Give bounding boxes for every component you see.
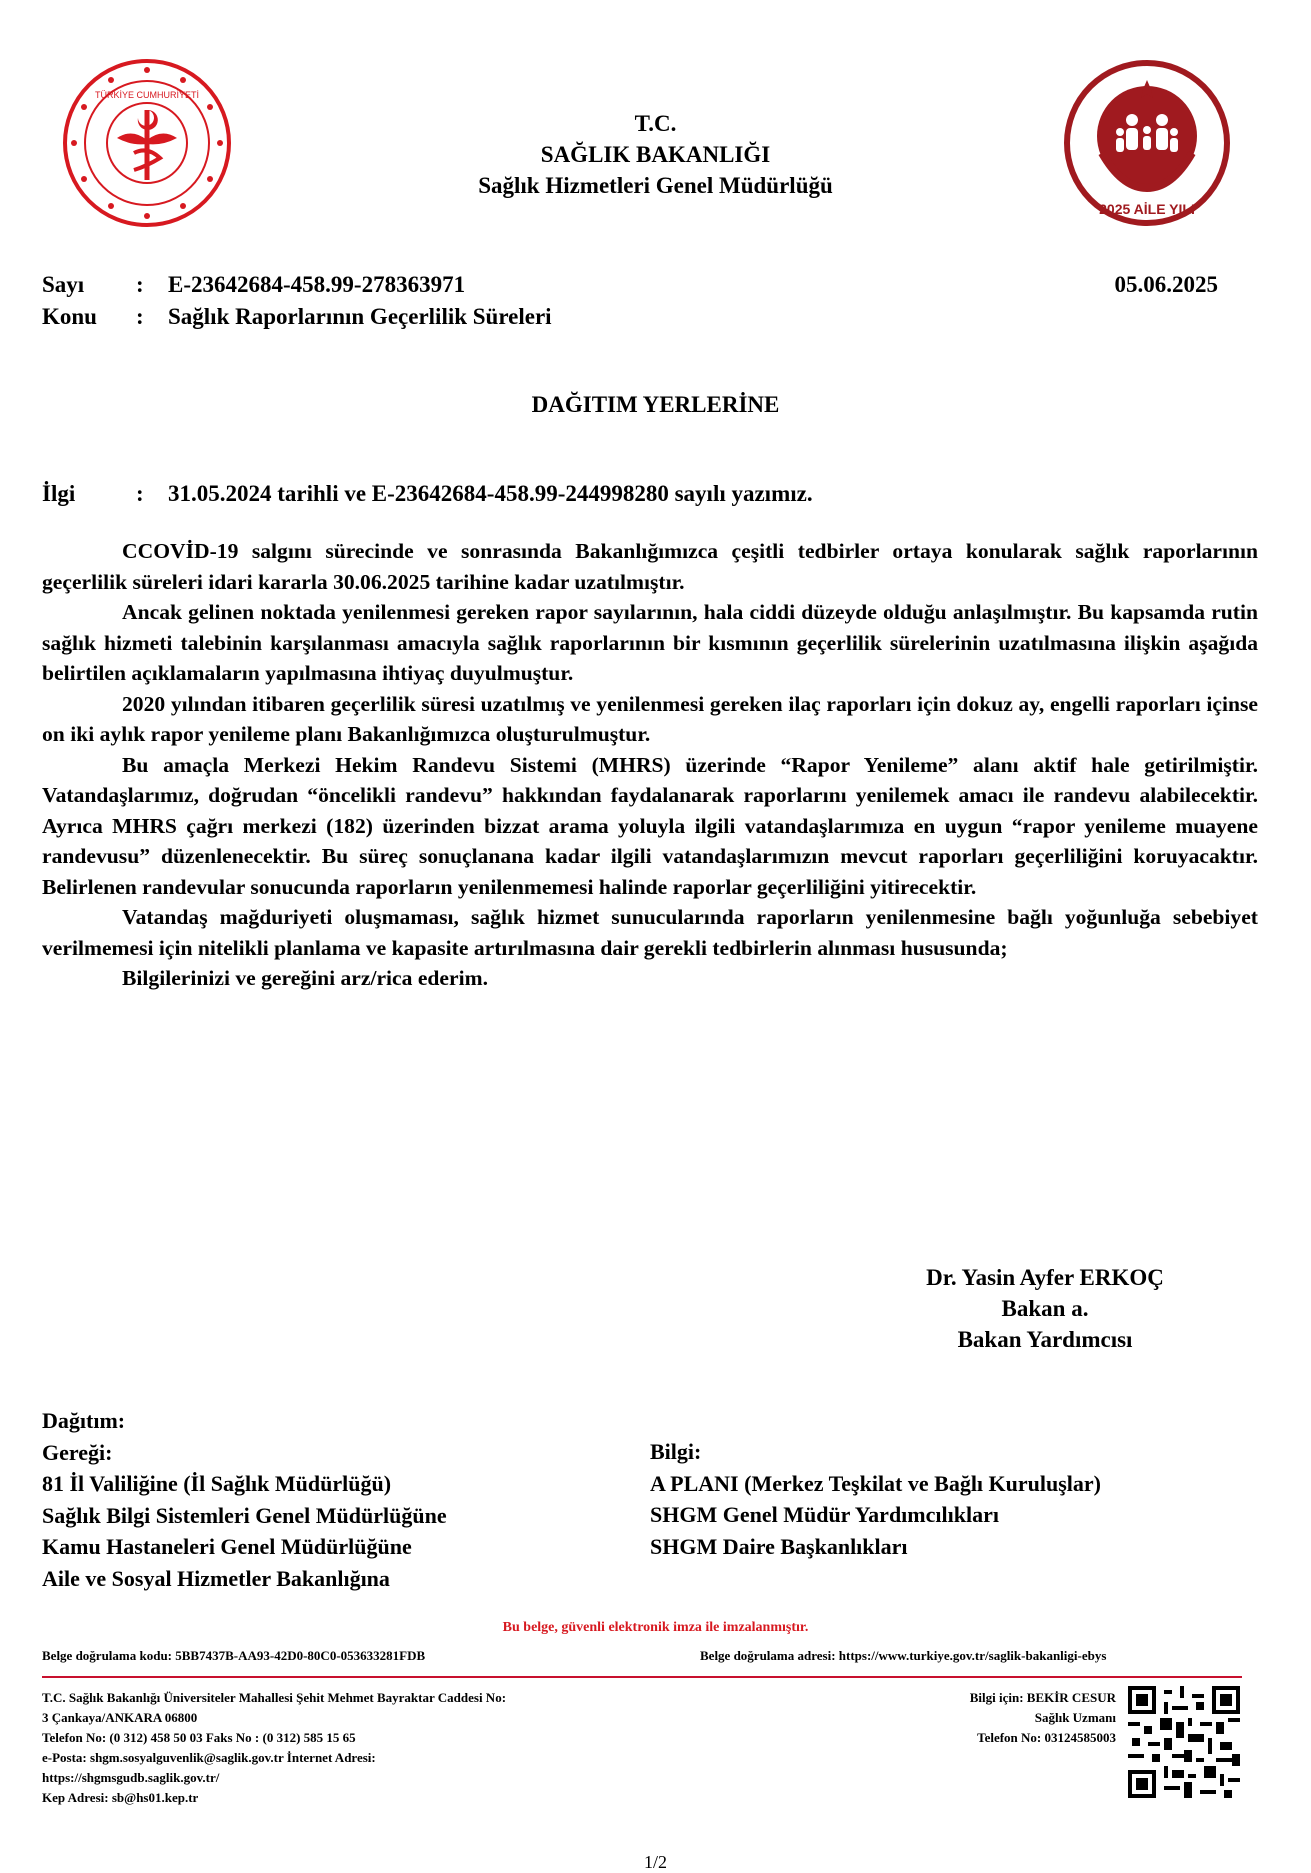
contact-line: Sağlık Uzmanı — [1034, 1710, 1116, 1725]
addressee: DAĞITIM YERLERİNE — [531, 392, 780, 417]
signatory-title-2: Bakan Yardımcısı — [957, 1327, 1133, 1352]
address-line: Kep Adresi: sb@hs01.kep.tr — [42, 1790, 199, 1805]
distribution-gerek — [42, 1405, 447, 1594]
signatory-title-1: Bakan a. — [1001, 1296, 1089, 1321]
e-signature-note: Bu belge, güvenli elektronik imza ile imzalanmıştır. — [502, 1620, 809, 1635]
konu-label: Konu — [42, 304, 97, 329]
aile-yili-text: 2025 AİLE YILI — [1099, 201, 1195, 217]
paragraph-1 — [42, 536, 1258, 597]
konu-colon: : — [136, 304, 144, 329]
header-ministry: SAĞLIK BAKANLIĞI — [540, 142, 771, 167]
verification-code: Belge doğrulama kodu: 5BB7437B-AA93-42D0-80C0-053633281FDB — [42, 1648, 426, 1663]
distribution-title: Dağıtım: — [42, 1408, 126, 1433]
address-line: e-Posta: shgm.sosyalguvenlik@saglik.gov.tr İnternet Adresi: — [42, 1750, 376, 1765]
sayi-label: Sayı — [42, 272, 85, 297]
distribution-bilgi — [650, 1436, 1101, 1562]
bilgi-item: SHGM Daire Başkanlıkları — [650, 1533, 908, 1559]
letter-body — [42, 536, 1258, 994]
bilgi-item: A PLANI (Merkez Teşkilat ve Bağlı Kuruluşlar) — [650, 1470, 1101, 1496]
p4-text-g: düzenlenecektir. Bu süreç sonuçlanana kadar ilgili vatandaşlarımızın mevcut raporları geçerliliğini koruyacaktır. Belirlenen randevular sonucunda raporların yenilenmemesi halinde raporlar geçerliliğini yitirecektir. — [42, 844, 1258, 899]
gerek-item: Aile ve Sosyal Hizmetler Bakanlığına — [42, 1565, 390, 1591]
contact-line: Telefon No: 03124585003 — [977, 1730, 1116, 1745]
aile-yili-logo — [1062, 58, 1232, 228]
header-tc: T.C. — [634, 111, 677, 136]
paragraph-3: 2020 yılından itibaren geçerlilik süresi uzatılmış ve yenilenmesi gereken ilaç raporları için dokuz ay, engelli raporları içinse on iki aylık rapor yenileme planı Bakanlığımızca oluşturulmuştur. — [42, 691, 1258, 746]
verification-address[interactable]: Belge doğrulama adresi: https://www.turkiye.gov.tr/saglik-bakanligi-ebys — [700, 1648, 1107, 1663]
address-block — [42, 1688, 506, 1808]
sayi-value: E-23642684-458.99-278363971 — [168, 272, 466, 297]
header-directorate: Sağlık Hizmetleri Genel Müdürlüğü — [478, 173, 833, 198]
p4-text-a: Bu amaçla Merkezi Hekim Randevu Sistemi (MHRS) üzerinde — [122, 752, 781, 777]
p4-muayene-randevusu: “rapor yenileme muayene randevusu” — [42, 813, 1258, 868]
signatory-name: Dr. Yasin Ayfer ERKOÇ — [926, 1265, 1164, 1290]
paragraph-6: Bilgilerinizi ve gereğini arz/rica ederim. — [122, 966, 488, 990]
p1-text-a: CCOVİD-19 salgını sürecinde ve sonrasında Bakanlığımızca çeşitli tedbirler ortaya konularak sağlık raporlarının geçerlilik süreleri idari kararla — [42, 539, 1258, 594]
paragraph-5: Vatandaş mağduriyeti oluşmaması, sağlık hizmet sunucularında raporların yenilenmesine bağlı yoğunluğa sebebiyet verilmemesi için nitelikli planlama ve kapasite artırılmasına dair gerekli tedbirlerin alınması hususunda; — [42, 905, 1258, 960]
paragraph-2: Ancak gelinen noktada yenilenmesi gereken rapor sayılarının, hala ciddi düzeyde olduğu anlaşılmıştır. Bu kapsamda rutin sağlık hizmeti talebinin karşılanması amacıyla sağlık raporlarının bir kısmının geçerlilik sürelerinin uzatılmasına ilişkin aşağıda belirtilen açıklamaların yapılmasına ihtiyaç duyulmuştur. — [42, 600, 1258, 685]
sayi-colon: : — [136, 272, 144, 297]
contact-block — [880, 1688, 1116, 1748]
p1-text-c: tarihine kadar uzatılmıştır. — [430, 569, 685, 594]
qr-code-icon — [1128, 1686, 1240, 1798]
p4-rapor-yenileme: “Rapor Yenileme” — [780, 752, 959, 777]
document-date: 05.06.2025 — [1114, 272, 1218, 297]
address-line: Telefon No: (0 312) 458 50 03 Faks No : (0 312) 585 15 65 — [42, 1730, 356, 1745]
bilgi-item: SHGM Genel Müdür Yardımcılıkları — [650, 1502, 999, 1527]
ilgi-row — [42, 481, 1258, 513]
svg-text:TÜRKİYE CUMHURİYETİ: TÜRKİYE CUMHURİYETİ — [94, 90, 200, 100]
gerek-label: Gereği: — [42, 1439, 113, 1465]
family-year-emblem-icon — [1062, 58, 1232, 228]
address-line: https://shgmsgudb.saglik.gov.tr/ — [42, 1770, 220, 1785]
p4-text-c: alanı aktif hale getirilmiştir. Vatandaşlarımız, doğrudan — [42, 752, 1258, 807]
p4-oncelikli-randevu: “öncelikli randevu” — [307, 783, 493, 807]
sayi-row — [42, 272, 1258, 304]
ilgi-label: İlgi — [42, 481, 76, 506]
contact-line: Bilgi için: BEKİR CESUR — [969, 1690, 1116, 1705]
gerek-item: Kamu Hastaneleri Genel Müdürlüğüne — [42, 1534, 412, 1559]
ilgi-colon: : — [136, 481, 144, 506]
address-line: 3 Çankaya/ANKARA 06800 — [42, 1710, 198, 1725]
p4-text-e: hakkından faydalanarak raporlarını yenilemek amacı ile randevu alabilecektir. Ayrıca MHRS çağrı merkezi (182) üzerinden bizzat arama yoluyla ilgili vatandaşlarımıza en uygun — [42, 783, 1259, 838]
page-number: 1/2 — [643, 1852, 667, 1872]
ilgi-text: 31.05.2024 tarihli ve E-23642684-458.99-244998280 sayılı yazımız. — [168, 481, 813, 506]
konu-value: Sağlık Raporlarının Geçerlilik Süreleri — [168, 304, 552, 329]
gerek-item: Sağlık Bilgi Sistemleri Genel Müdürlüğüne — [42, 1502, 447, 1528]
paragraph-4 — [42, 750, 1258, 903]
gerek-item: 81 İl Valiliğine (İl Sağlık Müdürlüğü) — [42, 1471, 392, 1496]
signature-block — [870, 1262, 1220, 1355]
bilgi-label: Bilgi: — [650, 1439, 702, 1464]
address-line: T.C. Sağlık Bakanlığı Üniversiteler Mahallesi Şehit Mehmet Bayraktar Caddesi No: — [42, 1690, 507, 1705]
konu-row — [42, 304, 1258, 336]
p1-date: 30.06.2025 — [333, 569, 431, 594]
footer-rule — [42, 1676, 1242, 1678]
